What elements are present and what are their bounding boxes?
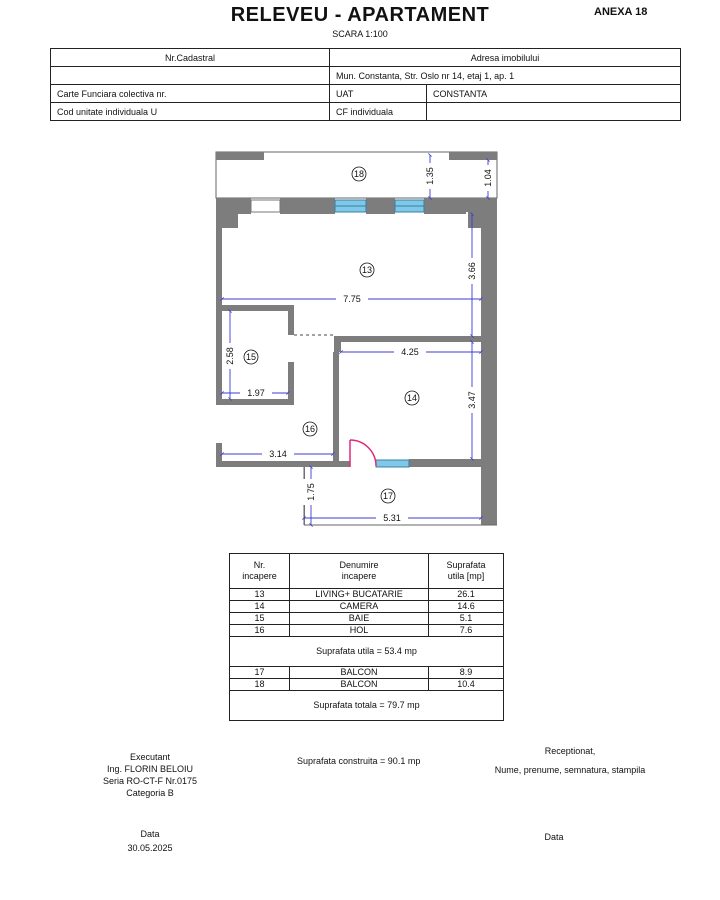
room-marker-17 (381, 489, 395, 503)
receptionat-label: Receptionat, (544, 746, 596, 756)
executant-block (70, 751, 230, 799)
cf-individuala-label: CF individuala (330, 103, 427, 121)
table-row (230, 601, 504, 613)
room-number-18: 18 (353, 169, 365, 179)
table-row (230, 667, 504, 679)
room-name: BAIE (290, 613, 429, 625)
room-area: 5.1 (429, 613, 504, 625)
dim-7-75: 7.75 (343, 294, 361, 304)
room-number-13: 13 (361, 265, 373, 275)
uat-label: UAT (330, 85, 427, 103)
annex-label: ANEXA 18 (594, 6, 648, 18)
date-left-block (100, 828, 200, 854)
cod-unitate-label: Cod unitate individuala U (51, 103, 330, 121)
executant-name: Ing. FLORIN BELOIU (106, 764, 194, 774)
room-area: 7.6 (429, 625, 504, 637)
room-name: HOL (290, 625, 429, 637)
table-row (230, 613, 504, 625)
executant-series: Seria RO-CT-F Nr.0175 (102, 776, 198, 786)
useful-area-total: Suprafata utila = 53.4 mp (230, 637, 504, 667)
room-area: 10.4 (429, 679, 504, 691)
room-area: 26.1 (429, 589, 504, 601)
table-row (230, 589, 504, 601)
room-nr: 15 (230, 613, 290, 625)
date-left-label: Data (140, 829, 160, 839)
room-marker-15 (244, 350, 258, 364)
uat-value: CONSTANTA (427, 85, 681, 103)
room-nr: 14 (230, 601, 290, 613)
room-name: BALCON (290, 667, 429, 679)
room-marker-14 (405, 391, 419, 405)
dim-2-58: 2.58 (225, 347, 235, 365)
dim-3-47: 3.47 (467, 391, 477, 409)
rooms-area-table (229, 553, 504, 721)
room-nr: 17 (230, 667, 290, 679)
room-marker-16 (303, 422, 317, 436)
dim-4-25: 4.25 (401, 347, 419, 357)
dim-3-66: 3.66 (467, 262, 477, 280)
room-area: 14.6 (429, 601, 504, 613)
room-marker-18 (352, 167, 366, 181)
room-number-14: 14 (406, 393, 418, 403)
room-number-16: 16 (304, 424, 316, 434)
receptionat-block (470, 745, 670, 776)
col-header-name: Denumire incapere (290, 554, 429, 589)
date-left-value: 30.05.2025 (127, 843, 173, 853)
room-name: LIVING+ BUCATARIE (290, 589, 429, 601)
dim-1-75: 1.75 (306, 483, 316, 501)
room-nr: 16 (230, 625, 290, 637)
room-number-17: 17 (382, 491, 394, 501)
address-label: Adresa imobilului (330, 49, 681, 67)
dim-1-97: 1.97 (247, 388, 265, 398)
executant-label: Executant (129, 752, 171, 762)
room-area: 8.9 (429, 667, 504, 679)
room-name: CAMERA (290, 601, 429, 613)
scale-label: SCARA 1:100 (332, 29, 388, 39)
dim-1-35: 1.35 (425, 167, 435, 185)
grand-area-total: Suprafata totala = 79.7 mp (230, 691, 504, 721)
receptionat-fields: Nume, prenume, semnatura, stampila (494, 765, 646, 775)
dim-5-31: 5.31 (383, 513, 401, 523)
table-row (230, 625, 504, 637)
nr-cadastral-label: Nr.Cadastral (51, 49, 330, 67)
table-row (230, 679, 504, 691)
cf-colectiva-label: Carte Funciara colectiva nr. (51, 85, 330, 103)
built-area: Suprafata construita = 90.1 mp (297, 756, 421, 766)
room-number-15: 15 (245, 352, 257, 362)
address-value: Mun. Constanta, Str. Oslo nr 14, etaj 1, ap. 1 (330, 67, 681, 85)
page-title: RELEVEU - APARTAMENT (230, 4, 490, 26)
room-name: BALCON (290, 679, 429, 691)
executant-category: Categoria B (126, 788, 174, 798)
room-nr: 13 (230, 589, 290, 601)
room-marker-13 (360, 263, 374, 277)
col-header-area: Suprafata utila [mp] (429, 554, 504, 589)
dim-3-14: 3.14 (269, 449, 287, 459)
date-right-label: Data (544, 832, 564, 842)
room-nr: 18 (230, 679, 290, 691)
col-header-nr: Nr. incapere (230, 554, 290, 589)
dim-1-04: 1.04 (483, 169, 493, 187)
door-swing (350, 440, 376, 467)
walls (216, 198, 497, 525)
